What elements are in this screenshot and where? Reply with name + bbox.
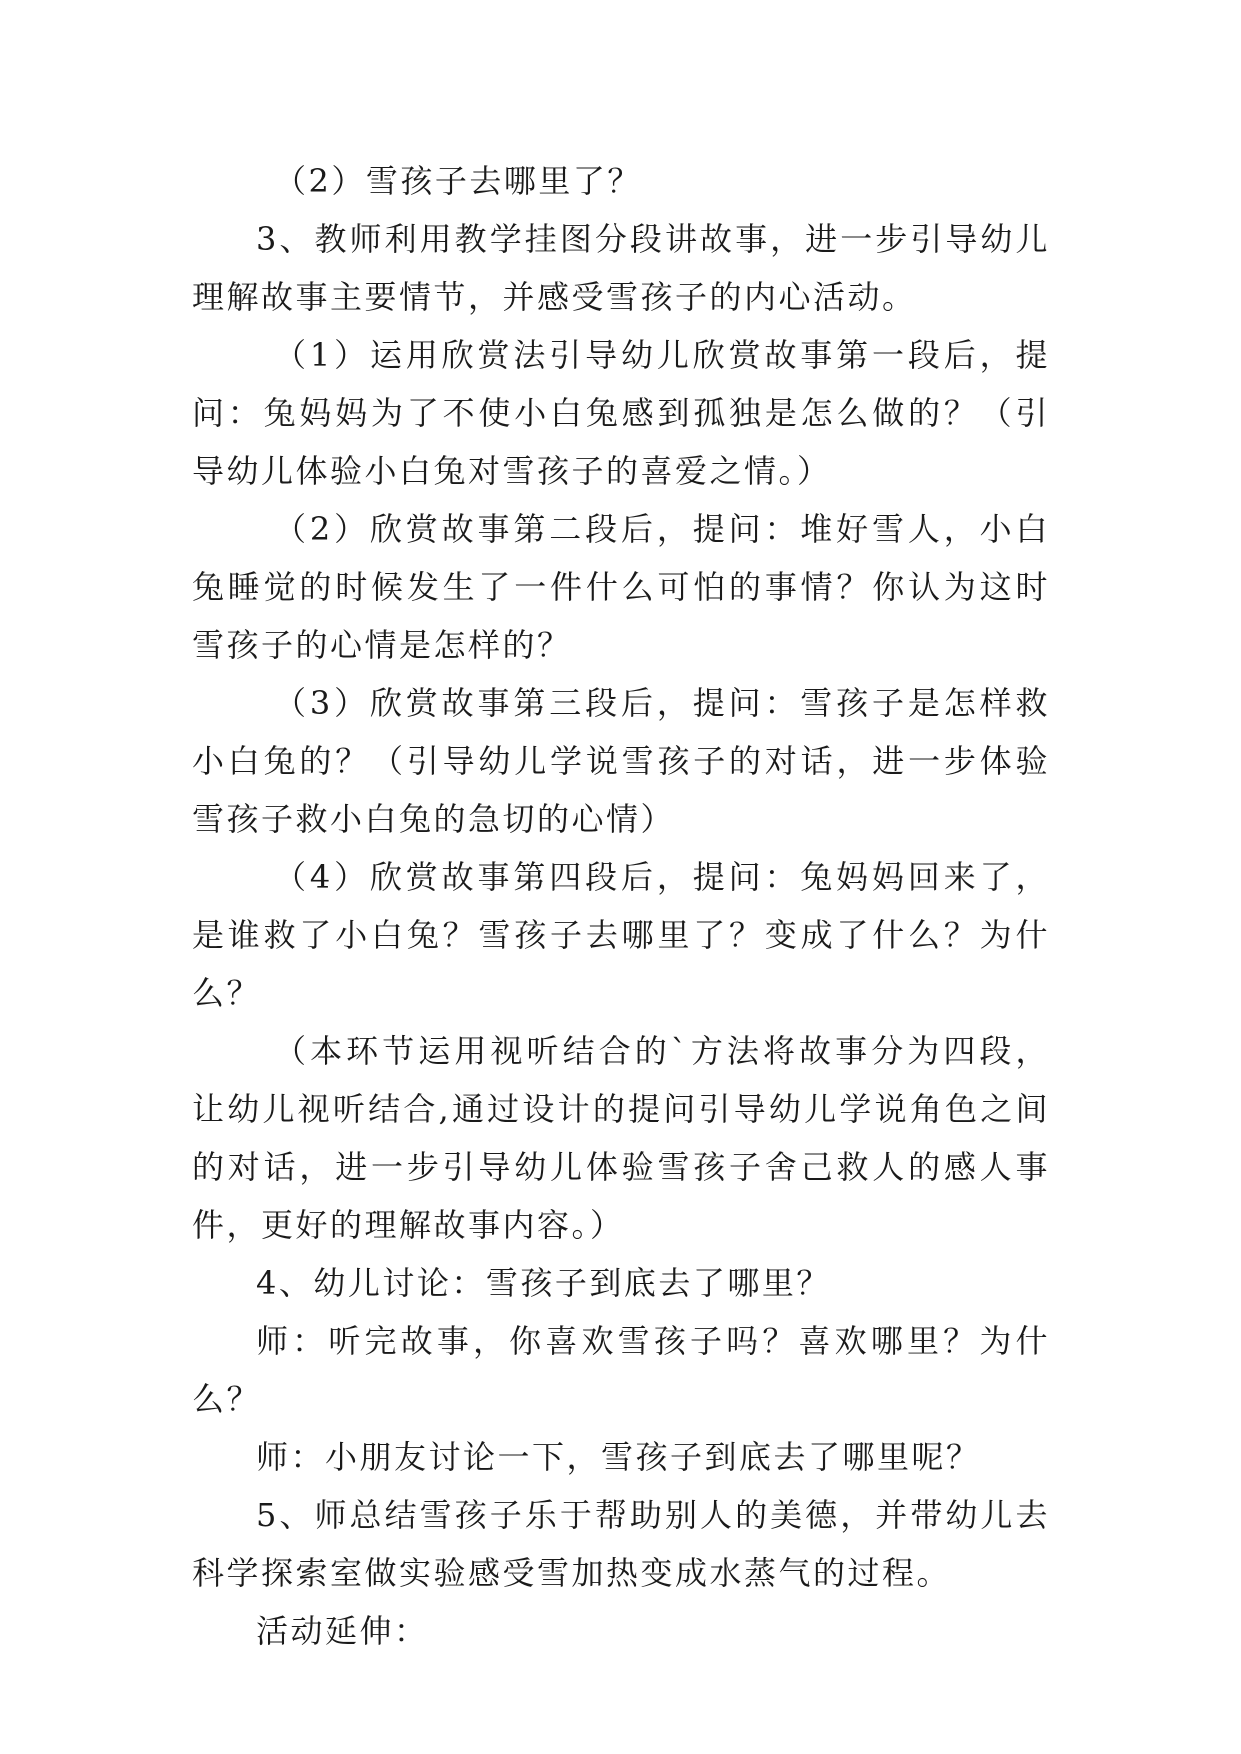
paragraph-teacher-question-1: 师：听完故事，你喜欢雪孩子吗？喜欢哪里？为什么？ (192, 1322, 1050, 1418)
paragraph-activity-extension: 活动延伸： (256, 1612, 429, 1650)
paragraph-segment-4-question: （4）欣赏故事第四段后，提问：兔妈妈回来了，是谁救了小白兔？雪孩子去哪里了？变成了什么？为什么？ (192, 858, 1050, 1012)
document-body (192, 152, 1050, 1660)
paragraph-step-3-storytelling: 3、教师利用教学挂图分段讲故事，进一步引导幼儿理解故事主要情节，并感受雪孩子的内心活动。 (192, 220, 1050, 316)
paragraph-teacher-question-2: 师：小朋友讨论一下，雪孩子到底去了哪里呢？ (256, 1438, 981, 1476)
paragraph-segment-1-question: （1）运用欣赏法引导幼儿欣赏故事第一段后，提问：兔妈妈为了不使小白兔感到孤独是怎么做的？（引导幼儿体验小白兔对雪孩子的喜爱之情。） (192, 336, 1050, 490)
paragraph-question-2-where-snow-child: （2）雪孩子去哪里了？ (274, 162, 642, 200)
paragraph-section-note: （本环节运用视听结合的`方法将故事分为四段，让幼儿视听结合,通过设计的提问引导幼儿学说角色之间的对话，进一步引导幼儿体验雪孩子舍己救人的感人事件，更好的理解故事内容。） (192, 1032, 1050, 1244)
paragraph-segment-3-question: （3）欣赏故事第三段后，提问：雪孩子是怎样救小白兔的？（引导幼儿学说雪孩子的对话，进一步体验雪孩子救小白兔的急切的心情） (192, 684, 1050, 838)
paragraph-step-4-discussion: 4、幼儿讨论：雪孩子到底去了哪里？ (256, 1264, 831, 1302)
paragraph-step-5-summary: 5、师总结雪孩子乐于帮助别人的美德，并带幼儿去科学探索室做实验感受雪加热变成水蒸气的过程。 (192, 1496, 1050, 1592)
paragraph-segment-2-question: （2）欣赏故事第二段后，提问：堆好雪人，小白兔睡觉的时候发生了一件什么可怕的事情？你认为这时雪孩子的心情是怎样的？ (192, 510, 1050, 664)
